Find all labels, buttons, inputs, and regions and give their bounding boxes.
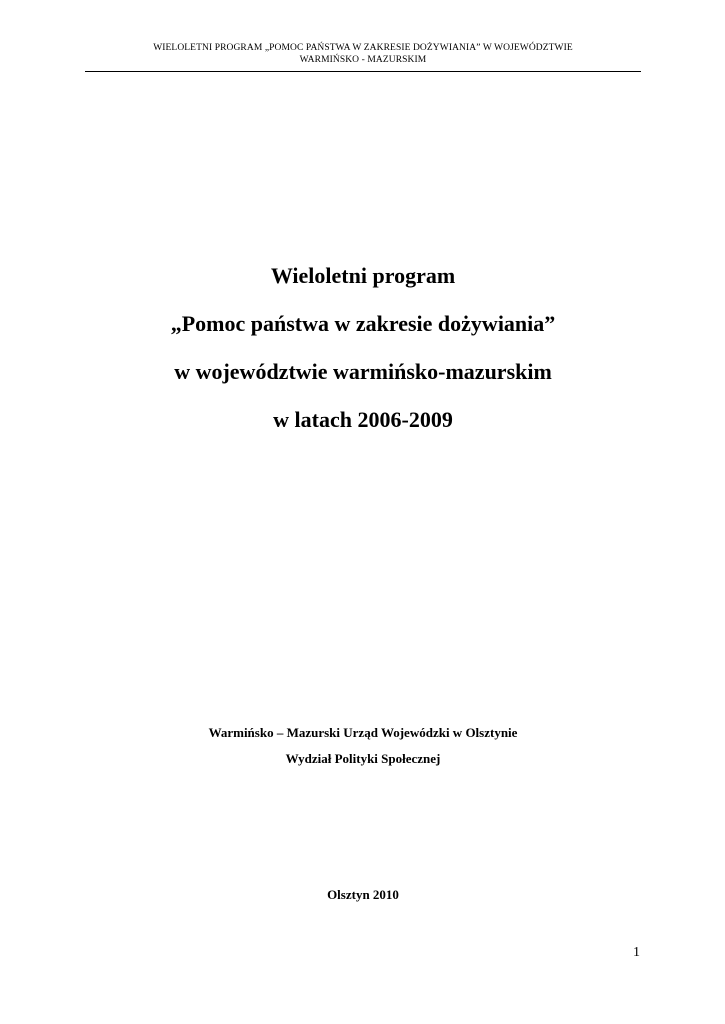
header-divider [85, 71, 641, 72]
running-header-line-1: WIELOLETNI PROGRAM „POMOC PAŃSTWA W ZAKRESIE DOŻYWIANIA” W WOJEWÓDZTWIE [153, 43, 573, 53]
page-number: 1 [633, 945, 640, 960]
running-header-line-2: WARMIŃSKO - MAZURSKIM [299, 55, 427, 65]
document-title [85, 252, 641, 444]
office-name: Warmińsko – Mazurski Urząd Wojewódzki w Olsztynie [208, 725, 518, 740]
place-and-date: Olsztyn 2010 [327, 887, 399, 902]
title-line-2: „Pomoc państwa w zakresie dożywiania” [170, 311, 556, 336]
title-line-1: Wieloletni program [270, 263, 456, 288]
institution-block [85, 724, 641, 776]
running-header [85, 42, 641, 66]
title-line-3: w województwie warmińsko-mazurskim [174, 359, 552, 384]
title-line-4: w latach 2006-2009 [273, 407, 453, 432]
department-name: Wydział Polityki Społecznej [285, 751, 441, 766]
